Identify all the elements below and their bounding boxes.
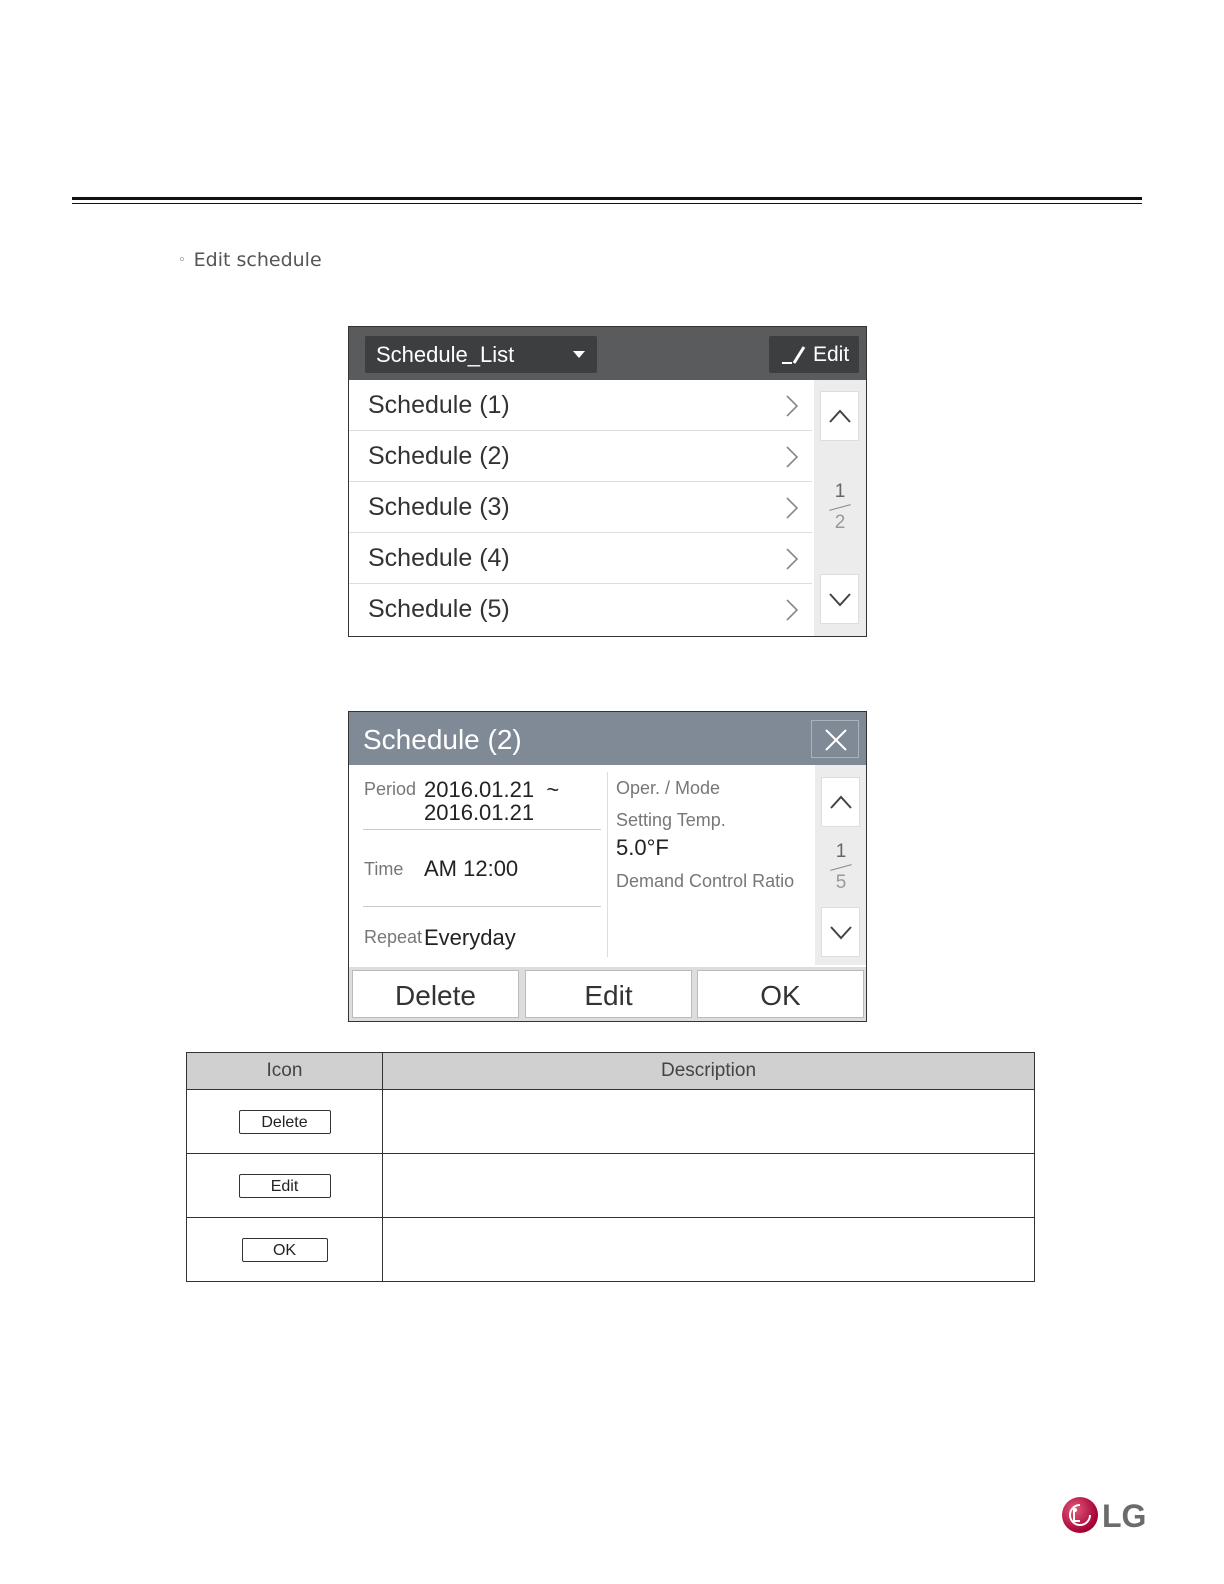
schedule-detail-left bbox=[363, 765, 601, 966]
table-row bbox=[187, 1218, 1035, 1282]
schedule-list bbox=[349, 380, 812, 634]
description-column-header: Description bbox=[383, 1053, 1035, 1090]
page-slash bbox=[829, 504, 851, 511]
page-indicator bbox=[815, 842, 867, 893]
page-slash bbox=[830, 864, 852, 871]
edit-button-label: Edit bbox=[813, 343, 850, 366]
icon-cell bbox=[187, 1154, 383, 1218]
section-heading bbox=[178, 249, 322, 271]
period-end: 2016.01.21 bbox=[424, 800, 535, 825]
chevron-right-icon bbox=[784, 598, 800, 622]
list-item[interactable] bbox=[349, 482, 812, 533]
chevron-right-icon bbox=[784, 496, 800, 520]
list-item[interactable] bbox=[349, 380, 812, 431]
table-header-row bbox=[187, 1053, 1035, 1090]
caret-down-icon bbox=[573, 351, 585, 358]
icon-cell bbox=[187, 1218, 383, 1282]
schedule-detail-title: Schedule (2) bbox=[363, 724, 522, 755]
divider bbox=[363, 906, 601, 907]
time-value: AM 12:00 bbox=[424, 856, 519, 881]
schedule-detail-titlebar bbox=[349, 712, 866, 765]
repeat-label: Repeat bbox=[364, 927, 423, 947]
bullet-icon: ◦ bbox=[178, 253, 186, 268]
icon-column-header: Icon bbox=[187, 1053, 383, 1090]
description-cell bbox=[383, 1154, 1035, 1218]
edit-button[interactable]: Edit bbox=[525, 970, 692, 1018]
chevron-right-icon bbox=[784, 445, 800, 469]
page-down-button[interactable] bbox=[820, 574, 859, 624]
list-item[interactable] bbox=[349, 533, 812, 584]
list-item-label: Schedule (1) bbox=[368, 391, 510, 419]
delete-icon-sample: Delete bbox=[239, 1110, 331, 1134]
chevron-right-icon bbox=[784, 547, 800, 571]
chevron-down-icon bbox=[828, 589, 852, 609]
divider bbox=[363, 829, 601, 830]
close-icon bbox=[824, 728, 848, 752]
page-current: 1 bbox=[834, 481, 846, 502]
schedule-detail-footer bbox=[349, 967, 866, 1021]
pagination-sidebar bbox=[815, 765, 866, 965]
chevron-down-icon bbox=[829, 922, 853, 942]
list-item-label: Schedule (4) bbox=[368, 544, 510, 572]
ok-button[interactable]: OK bbox=[697, 970, 864, 1018]
header-rule-thin bbox=[72, 203, 1142, 204]
setting-temp-value: 5.0°F bbox=[616, 835, 669, 860]
dropdown-label: Schedule_List bbox=[376, 342, 515, 367]
page-total: 5 bbox=[835, 872, 847, 893]
chevron-up-icon bbox=[828, 406, 852, 426]
chevron-up-icon bbox=[829, 792, 853, 812]
icon-description-table bbox=[186, 1052, 1035, 1282]
list-item[interactable] bbox=[349, 584, 812, 634]
period-label: Period bbox=[364, 779, 417, 799]
schedule-list-dropdown[interactable] bbox=[365, 336, 597, 373]
ok-icon-sample: OK bbox=[242, 1238, 328, 1262]
edit-button[interactable] bbox=[769, 336, 859, 373]
schedule-detail-screen bbox=[348, 711, 867, 1022]
setting-temp-label: Setting Temp. bbox=[616, 810, 726, 830]
oper-mode-label: Oper. / Mode bbox=[616, 778, 721, 798]
schedule-list-topbar bbox=[349, 327, 866, 380]
pencil-icon bbox=[780, 345, 808, 365]
table-row bbox=[187, 1090, 1035, 1154]
list-item-label: Schedule (5) bbox=[368, 595, 510, 623]
lg-logo bbox=[1062, 1497, 1147, 1537]
list-item[interactable] bbox=[349, 431, 812, 482]
time-label: Time bbox=[364, 859, 404, 879]
page-current: 1 bbox=[835, 841, 847, 862]
lg-logo-text: LG bbox=[1102, 1498, 1147, 1534]
list-item-label: Schedule (3) bbox=[368, 493, 510, 521]
section-heading-text: Edit schedule bbox=[193, 249, 322, 271]
page-up-button[interactable] bbox=[821, 777, 860, 827]
icon-cell bbox=[187, 1090, 383, 1154]
delete-button[interactable]: Delete bbox=[352, 970, 519, 1018]
close-button[interactable] bbox=[811, 720, 859, 758]
column-divider bbox=[607, 772, 608, 957]
repeat-value: Everyday bbox=[424, 925, 516, 950]
pagination-sidebar bbox=[814, 380, 866, 636]
page-up-button[interactable] bbox=[820, 391, 859, 441]
chevron-right-icon bbox=[784, 394, 800, 418]
page-indicator bbox=[814, 482, 866, 533]
description-cell bbox=[383, 1218, 1035, 1282]
period-start: 2016.01.21 ~ bbox=[424, 777, 560, 802]
lg-logo-icon bbox=[1062, 1497, 1098, 1533]
edit-icon-sample: Edit bbox=[239, 1174, 331, 1198]
demand-control-label: Demand Control Ratio bbox=[616, 871, 795, 891]
page-down-button[interactable] bbox=[821, 907, 860, 957]
schedule-list-screen bbox=[348, 326, 867, 637]
list-item-label: Schedule (2) bbox=[368, 442, 510, 470]
table-row bbox=[187, 1154, 1035, 1218]
page-total: 2 bbox=[834, 512, 846, 533]
description-cell bbox=[383, 1090, 1035, 1154]
header-rule-thick bbox=[72, 197, 1142, 200]
